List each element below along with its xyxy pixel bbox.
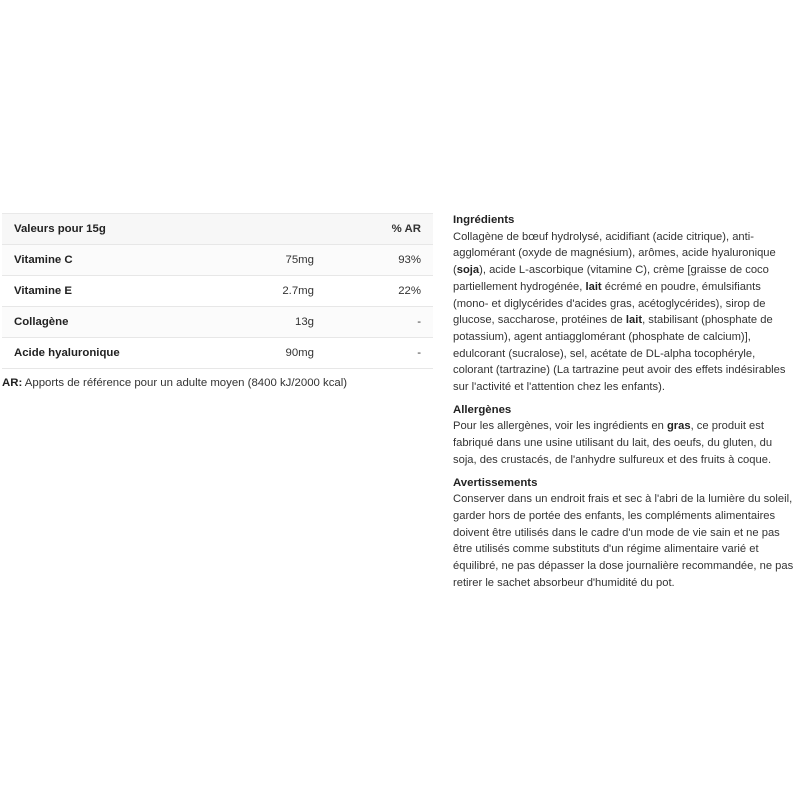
ingredients-text-part: écrémé en poudre, émulsifiants (mono- et diglycérides d'acides gras, acétoglycérides), sirop de glucose, saccharose, protéines de bbox=[453, 280, 766, 327]
table-row bbox=[2, 245, 433, 276]
reference-intake-note bbox=[2, 377, 347, 389]
nutrition-table bbox=[2, 213, 433, 369]
nutrient-name: Vitamine E bbox=[2, 276, 224, 307]
allergens-title: Allergènes bbox=[453, 403, 512, 416]
allergen-highlight: lait bbox=[625, 314, 643, 327]
nutrient-amount: 75mg bbox=[224, 245, 314, 276]
ingredients-text bbox=[453, 229, 798, 396]
ingredients-text-part: ), acide L-ascorbique (vitamine C), crème [graisse de coco partiellement hydrogénée, bbox=[453, 264, 769, 293]
allergens-text-part: , ce produit est fabriqué dans une usine utilisant du lait, des oeufs, du gluten, du soja, des crustacés, de l'anhydre sulfureux et des fruits à coque. bbox=[453, 420, 773, 466]
allergens-text-part: Pour les allergènes, voir les ingrédients en bbox=[453, 420, 667, 433]
product-info bbox=[453, 212, 798, 597]
allergens-text bbox=[453, 418, 798, 468]
table-row bbox=[2, 276, 433, 307]
header-ar: % AR bbox=[314, 214, 433, 245]
nutrition-header-row bbox=[2, 214, 433, 245]
nutrient-name: Acide hyaluronique bbox=[2, 338, 224, 369]
ingredients-title: Ingrédients bbox=[453, 214, 515, 226]
nutrient-amount: 2.7mg bbox=[224, 276, 314, 307]
ingredients-text-part: Collagène de bœuf hydrolysé, acidifiant (acide citrique), anti-agglomérant (oxyde de magnésium), arômes, acide hyaluronique ( bbox=[453, 230, 776, 277]
allergen-highlight: soja bbox=[456, 264, 480, 277]
nutrient-ar: 93% bbox=[314, 245, 433, 276]
ar-label: AR: bbox=[2, 377, 23, 389]
nutrient-name: Collagène bbox=[2, 307, 224, 338]
warnings-text: Conserver dans un endroit frais et sec à l'abri de la lumière du soleil, garder hors de portée des enfants, les compléments alimentaires doivent être utilisés dans le cadre d'un mode de vie sain et ne pas être utilisés comme substituts d'un régime alimentaire varié et équilibré, ne pas dépasser la dose journalière recommandée, ne pas retirer le sachet absorbeur d'humidité du pot. bbox=[453, 493, 794, 589]
table-row bbox=[2, 307, 433, 338]
nutrient-ar: 22% bbox=[314, 276, 433, 307]
nutrient-amount: 90mg bbox=[224, 338, 314, 369]
header-label: Valeurs pour 15g bbox=[2, 214, 224, 245]
ingredients-section bbox=[453, 212, 798, 396]
allergen-highlight: lait bbox=[585, 280, 602, 293]
table-row bbox=[2, 338, 433, 369]
allergens-section bbox=[453, 402, 798, 469]
nutrient-ar: - bbox=[314, 338, 433, 369]
ingredients-text-part: , stabilisant (phosphate de potassium), agent antiagglomérant (phosphate de calcium)], edulcorant (sucralose), sel, acétate de DL-alpha tocophéryle, colorant (tartrazine) (La tartrazine peut avoir des effets indésirables sur l'activité et l'attention chez les enfants). bbox=[453, 314, 786, 394]
nutrient-name: Vitamine C bbox=[2, 245, 224, 276]
ar-text: Apports de référence pour un adulte moyen (8400 kJ/2000 kcal) bbox=[22, 377, 348, 389]
bold-word: gras bbox=[666, 420, 691, 433]
warnings-section bbox=[453, 475, 798, 592]
nutrient-amount: 13g bbox=[224, 307, 314, 338]
warnings-title: Avertissements bbox=[453, 476, 538, 489]
nutrient-ar: - bbox=[314, 307, 433, 338]
header-amount bbox=[224, 214, 314, 245]
